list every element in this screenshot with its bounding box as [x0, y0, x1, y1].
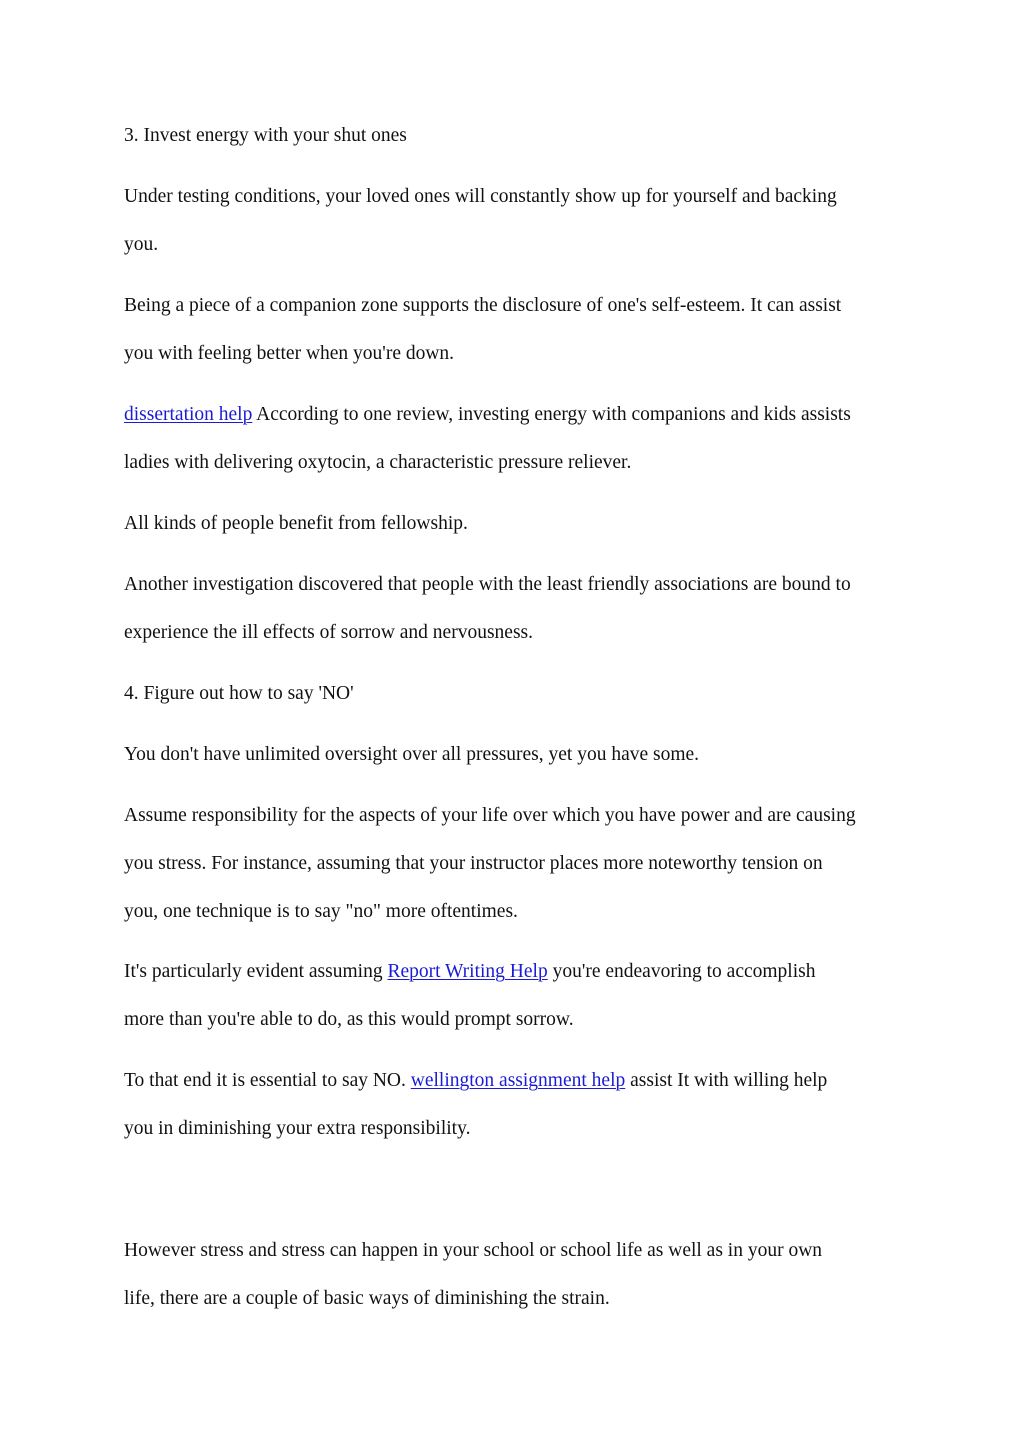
paragraph-9-line-1 — [124, 1069, 827, 1093]
paragraph-3-line-1-text: According to one review, investing energy with companions and kids assists — [252, 404, 851, 425]
paragraph-9-line-1-pre: To that end it is essential to say NO. — [124, 1070, 411, 1091]
paragraph-2-line-1: Being a piece of a companion zone supports the disclosure of one's self-esteem. It can assist — [124, 295, 842, 316]
paragraph-5-line-1: Another investigation discovered that people with the least friendly associations are bound to — [124, 574, 851, 595]
paragraph-9-line-1-post: assist It with willing help — [625, 1070, 828, 1091]
paragraph-3-line-2: ladies with delivering oxytocin, a characteristic pressure reliever. — [124, 452, 632, 473]
dissertation-help-link[interactable]: dissertation help — [124, 404, 253, 425]
paragraph-4: All kinds of people benefit from fellowship. — [124, 513, 468, 534]
paragraph-10-line-2: life, there are a couple of basic ways of diminishing the strain. — [124, 1288, 610, 1309]
paragraph-8-line-1 — [124, 960, 815, 984]
paragraph-6: You don't have unlimited oversight over all pressures, yet you have some. — [124, 744, 700, 765]
paragraph-1-line-2: you. — [124, 234, 159, 255]
paragraph-9-line-2: you in diminishing your extra responsibility. — [124, 1118, 471, 1139]
paragraph-8-line-1-post: you're endeavoring to accomplish — [547, 961, 816, 982]
paragraph-2-line-2: you with feeling better when you're down. — [124, 343, 455, 364]
wellington-assignment-help-link[interactable]: wellington assignment help — [410, 1070, 626, 1091]
paragraph-5-line-2: experience the ill effects of sorrow and nervousness. — [124, 622, 533, 643]
paragraph-10-line-1: However stress and stress can happen in your school or school life as well as in your own — [124, 1240, 823, 1261]
section-heading-4: 4. Figure out how to say 'NO' — [124, 683, 354, 704]
section-heading-3: 3. Invest energy with your shut ones — [124, 125, 407, 146]
report-writing-help-link[interactable]: Report Writing Help — [387, 961, 548, 982]
paragraph-1-line-1: Under testing conditions, your loved ones will constantly show up for yourself and backing — [124, 186, 837, 207]
paragraph-3-line-1 — [124, 403, 851, 427]
paragraph-8-line-2: more than you're able to do, as this would prompt sorrow. — [124, 1009, 574, 1030]
paragraph-7-line-3: you, one technique is to say "no" more oftentimes. — [124, 901, 518, 922]
paragraph-7-line-1: Assume responsibility for the aspects of your life over which you have power and are causing — [124, 805, 856, 826]
paragraph-7-line-2: you stress. For instance, assuming that your instructor places more noteworthy tension on — [124, 853, 823, 874]
paragraph-8-line-1-pre: It's particularly evident assuming — [124, 961, 388, 982]
